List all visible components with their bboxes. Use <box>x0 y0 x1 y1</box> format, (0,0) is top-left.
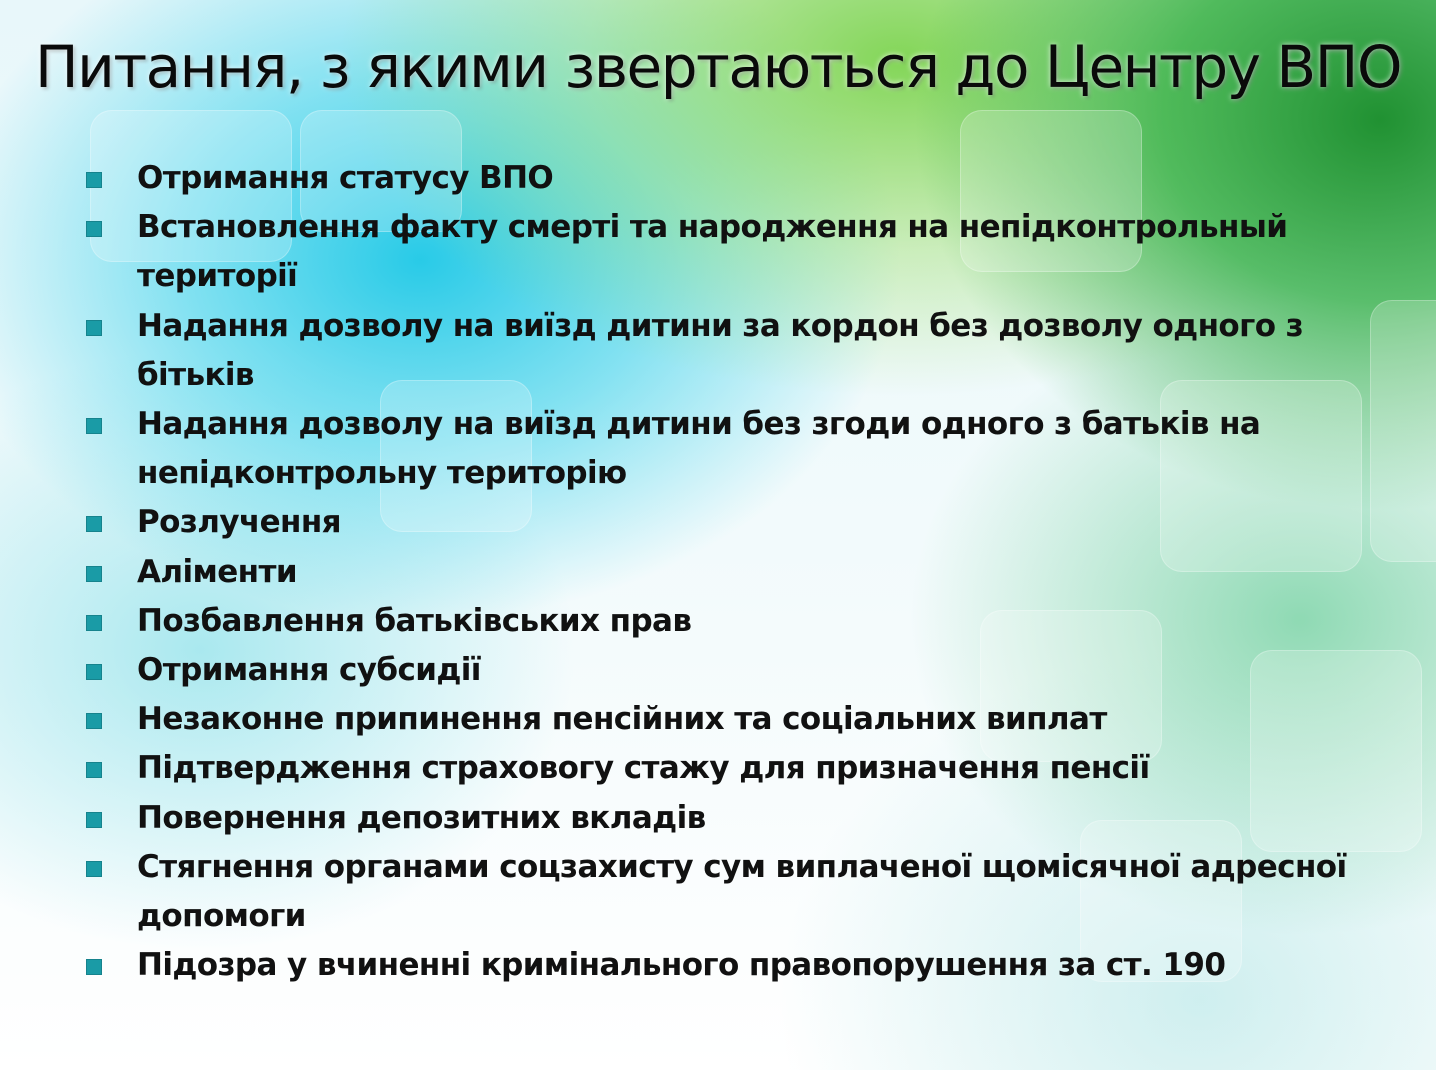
square-bullet-icon <box>86 861 102 877</box>
list-item-text: Підтвердження страховогу стажу для призначення пенсії <box>137 750 1150 787</box>
list-item-text: Розлучення <box>137 504 341 541</box>
list-item <box>86 794 1386 843</box>
list-item-text: Стягнення органами соцзахисту сум виплаченої щомісячної адресної допомоги <box>137 848 1347 935</box>
list-item-text: Отримання субсидії <box>137 652 481 689</box>
list-item <box>86 843 1386 941</box>
list-item-text: Надання дозволу на виїзд дитини без згоди одного з батьків на непідконтрольну територію <box>137 406 1261 492</box>
square-bullet-icon <box>86 566 102 582</box>
list-item <box>86 695 1386 744</box>
list-item <box>86 400 1386 498</box>
topics-list <box>86 154 1386 990</box>
square-bullet-icon <box>86 713 102 729</box>
list-item-text: Позбавлення батьківських прав <box>137 602 692 639</box>
slide-title: Питання, з якими звертаються до Центру ВПО <box>35 33 1401 101</box>
square-bullet-icon <box>86 812 102 828</box>
square-bullet-icon <box>86 221 102 237</box>
list-item-text: Повернення депозитних вкладів <box>137 799 706 836</box>
square-bullet-icon <box>86 320 102 336</box>
square-bullet-icon <box>86 959 102 975</box>
list-item-text: Аліменти <box>137 553 297 590</box>
list-item <box>86 597 1386 646</box>
list-item-text: Отримання статусу ВПО <box>137 160 554 196</box>
list-item <box>86 498 1386 547</box>
square-bullet-icon <box>86 516 102 532</box>
square-bullet-icon <box>86 418 102 434</box>
square-bullet-icon <box>86 664 102 680</box>
list-item <box>86 941 1386 990</box>
list-item <box>86 154 1386 203</box>
list-item <box>86 646 1386 695</box>
square-bullet-icon <box>86 615 102 631</box>
square-bullet-icon <box>86 762 102 778</box>
square-bullet-icon <box>86 172 102 188</box>
list-item <box>86 744 1386 793</box>
list-item <box>86 203 1386 301</box>
list-item-text: Незаконне припинення пенсійних та соціальних виплат <box>137 701 1107 738</box>
list-item <box>86 548 1386 597</box>
list-item-text: Надання дозволу на виїзд дитини за кордон без дозволу одного з бітьків <box>137 307 1304 393</box>
list-item <box>86 302 1386 400</box>
list-item-text: Встановлення факту смерті та народження на непідконтрольный території <box>137 209 1288 295</box>
list-item-text: Підозра у вчиненні кримінального правопорушення за ст. 190 <box>137 947 1226 984</box>
